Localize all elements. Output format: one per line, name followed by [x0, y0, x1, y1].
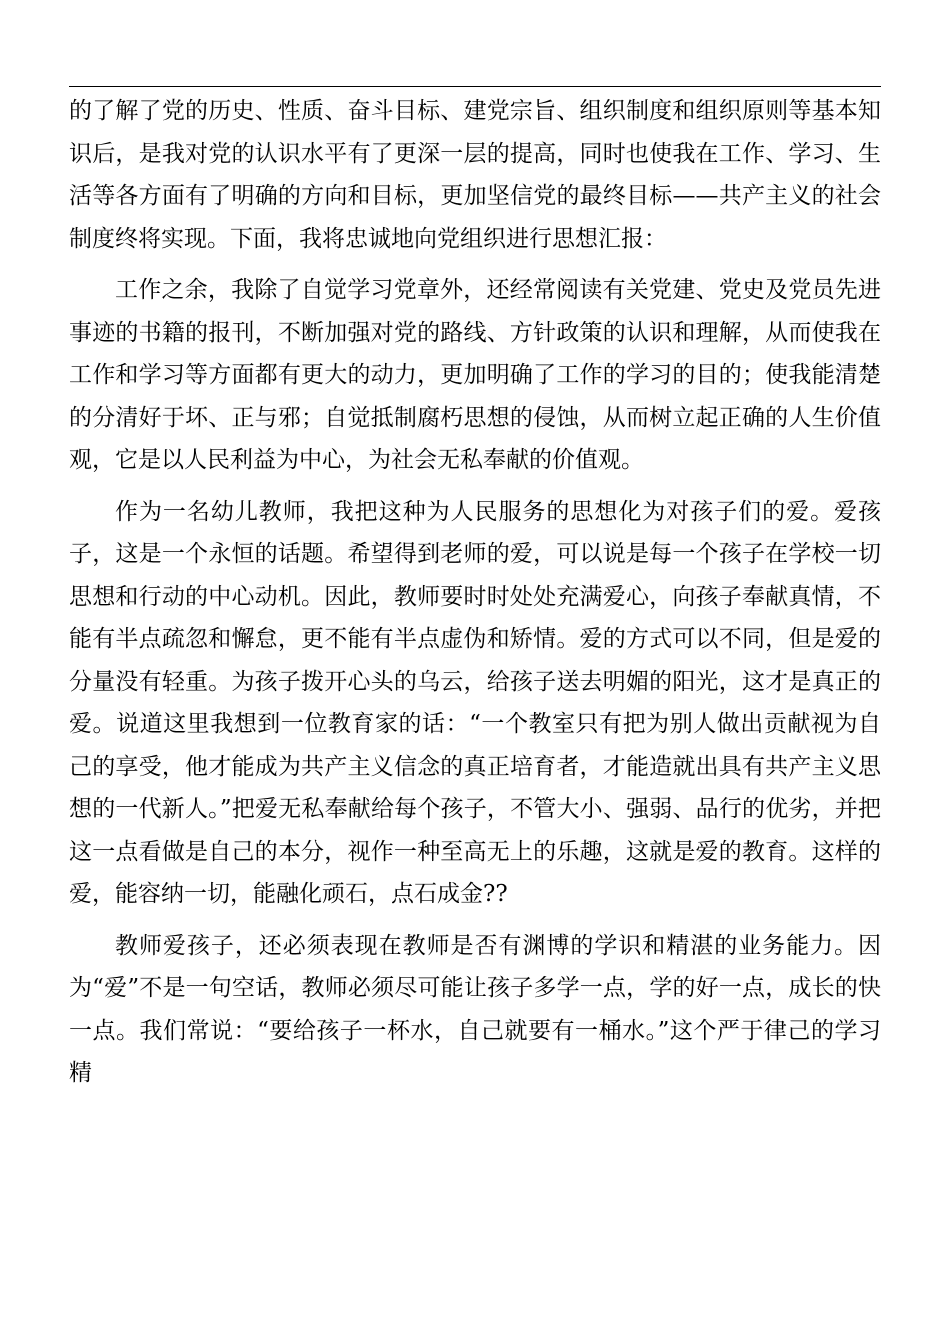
paragraph-1: 的了解了党的历史、性质、奋斗目标、建党宗旨、组织制度和组织原则等基本知识后，是我对党的认识水平有了更深一层的提高，同时也使我在工作、学习、生活等各方面有了明确的方向和目标，更加坚信党的最终目标——共产主义的社会制度终将实现。下面，我将忠诚地向党组织进行思想汇报： — [69, 98, 881, 252]
header-rule — [69, 86, 881, 87]
paragraph-2: 工作之余，我除了自觉学习党章外，还经常阅读有关党建、党史及党员先进事迹的书籍的报刊，不断加强对党的路线、方针政策的认识和理解，从而使我在工作和学习等方面都有更大的动力，更加明确了工作的学习的目的；使我能清楚的分清好于坏、正与邪；自觉抵制腐朽思想的侵蚀，从而树立起正确的人生价值观，它是以人民利益为中心，为社会无私奉献的价值观。 — [69, 277, 881, 473]
document-body — [69, 90, 881, 1095]
paragraph-3: 作为一名幼儿教师，我把这种为人民服务的思想化为对孩子们的爱。爱孩子，这是一个永恒的话题。希望得到老师的爱，可以说是每一个孩子在学校一切思想和行动的中心动机。因此，教师要时时处处充满爱心，向孩子奉献真情，不能有半点疏忽和懈怠，更不能有半点虚伪和矫情。爱的方式可以不同，但是爱的分量没有轻重。为孩子拨开心头的乌云，给孩子送去明媚的阳光，这才是真正的爱。说道这里我想到一位教育家的话：“一个教室只有把为别人做出贡献视为自己的享受，他才能成为共产主义信念的真正培育者，才能造就出具有共产主义思想的一代新人。”把爱无私奉献给每个孩子，不管大小、强弱、品行的优劣，并把这一点看做是自己的本分，视作一种至高无上的乐趣，这就是爱的教育。这样的爱，能容纳一切，能融化顽石，点石成金?? — [69, 498, 881, 907]
paragraph-4: 教师爱孩子，还必须表现在教师是否有渊博的学识和精湛的业务能力。因为“爱”不是一句空话，教师必须尽可能让孩子多学一点，学的好一点，成长的快一点。我们常说：“要给孩子一杯水，自己就要有一桶水。”这个严于律己的学习精 — [69, 932, 881, 1086]
